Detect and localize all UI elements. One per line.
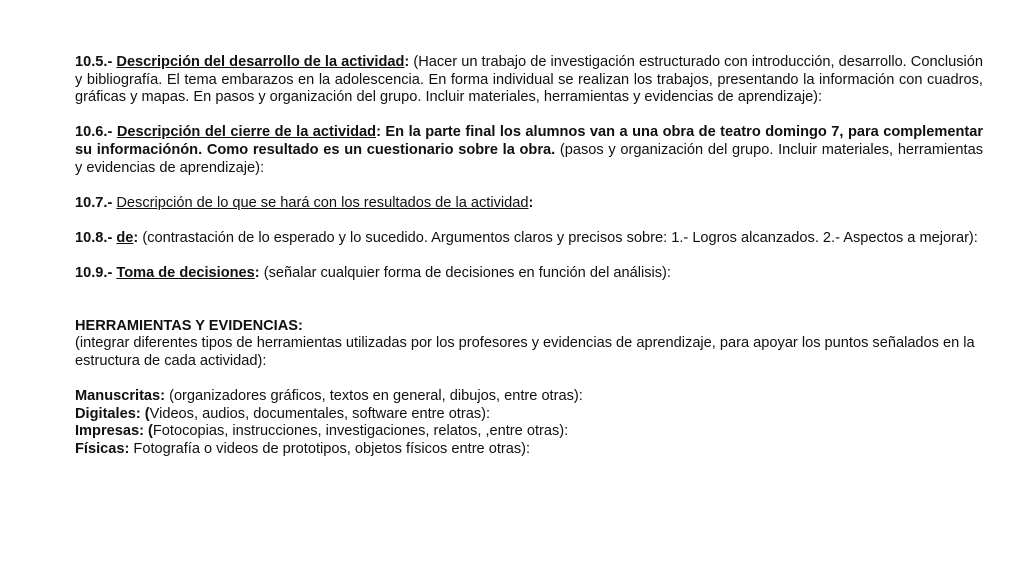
section-bold-body: En la parte final los alumnos van a una obra de teatro domingo 7, para complementar su informaciónón. Como resultado es un cuestionario sobre la obra. [75,124,984,158]
section-body: (Hacer un trabajo de investigación estructurado con introducción, desarrollo. Conclusión y bibliografía. El tema embarazos en la adolescencia. En forma individual se realizan los trabajos, presentando la información con cuadros, gráficas y mapas. En pasos y organización del grupo. Incluir materiales, herramientas y evidencias de aprendizaje): [75,54,984,106]
slide-content [75,54,983,458]
section-body: (pasos y organización del grupo. Incluir materiales, herramientas y evidencias de aprendizaje): [75,141,983,176]
tool-digitales [75,406,983,424]
tool-text: (organizadores gráficos, textos en general, dibujos, entre otras): [165,388,583,405]
tool-label: Digitales: ( [75,405,150,422]
section-10-9 [75,265,983,283]
tools-heading: HERRAMIENTAS Y EVIDENCIAS: [75,317,303,334]
section-10-8 [75,230,983,248]
tool-label: Físicas: [75,440,130,457]
section-number: 10.6.- [75,124,117,141]
section-title: de [116,229,134,246]
section-10-5 [75,54,983,107]
section-colon: : [404,54,410,70]
section-colon: : [376,124,381,141]
tool-impresas [75,423,983,441]
section-title: Descripción del cierre de la actividad [116,124,377,141]
section-10-7 [75,195,983,213]
section-number: 10.8.- [75,229,117,246]
tool-text: Fotografía o videos de prototipos, objetos físicos entre otras): [129,440,531,457]
tool-text: Fotocopias, instrucciones, investigaciones, relatos, ,entre otras): [152,423,569,440]
tool-label: Manuscritas: [75,388,166,405]
tool-fisicas [75,441,983,459]
tool-label: Impresas: ( [75,423,153,440]
section-title: Descripción de lo que se hará con los resultados de la actividad [116,194,529,211]
section-number: 10.9.- [75,265,117,282]
section-colon: : [254,265,260,282]
tool-manuscritas [75,388,983,406]
section-colon: : [133,229,139,246]
section-number: 10.7.- [75,194,117,211]
section-number: 10.5.- [75,54,117,70]
section-title: Descripción del desarrollo de la actividad [116,54,405,70]
section-colon: : [528,194,534,211]
section-body: (señalar cualquier forma de decisiones en función del análisis): [259,265,671,282]
section-body: (contrastación de lo esperado y lo sucedido. Argumentos claros y precisos sobre: 1.- Logros alcanzados. 2.- Aspectos a mejorar): [138,229,978,246]
tools-intro: (integrar diferentes tipos de herramientas utilizadas por los profesores y evidencias de aprendizaje, para apoyar los puntos señalados en la estructura de cada actividad): [75,335,975,369]
section-10-6 [75,124,983,177]
tool-text: Videos, audios, documentales, software entre otras): [149,405,491,422]
section-title: Toma de decisiones [116,265,255,282]
